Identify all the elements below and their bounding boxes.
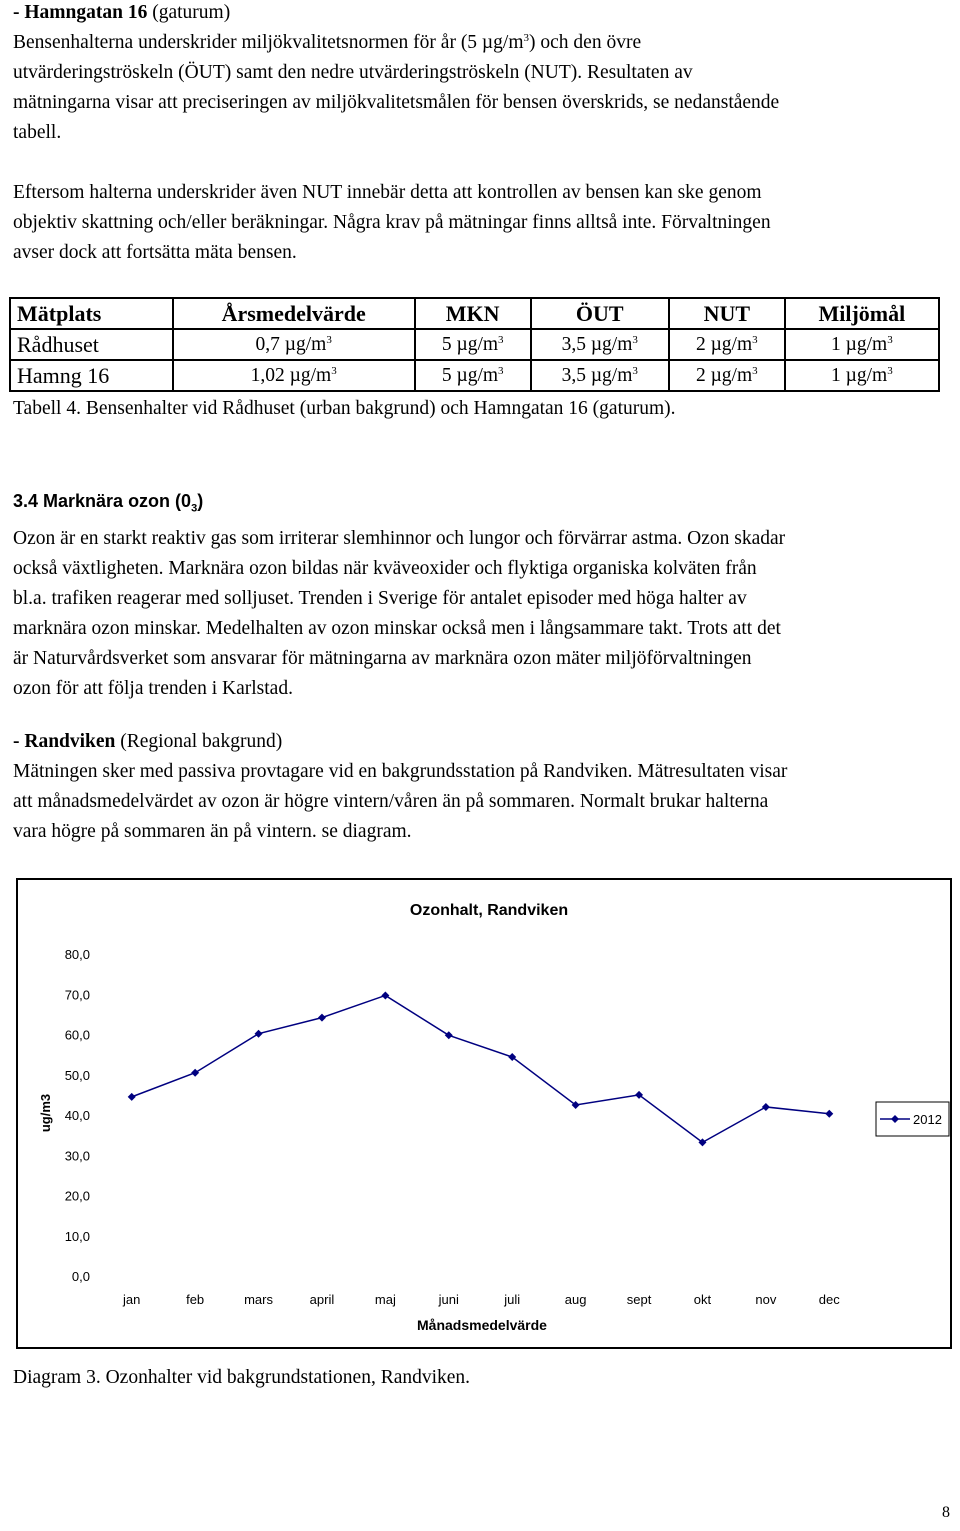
paragraph-line: Mätningen sker med passiva provtagare vid en bakgrundsstation på Randviken. Mätresultaten visar <box>13 761 788 782</box>
x-tick-label: juli <box>504 1292 521 1307</box>
hamngatan-heading: - Hamngatan 16 (gaturum) <box>13 2 231 23</box>
y-tick-label: 20,0 <box>64 1188 90 1204</box>
table-header: ÖUT <box>531 298 669 329</box>
table-cell: 2 $\mu g/m^3$ <box>669 360 785 391</box>
x-tick-label: maj <box>374 1292 396 1307</box>
paragraph-line: att månadsmedelvärdet av ozon är högre vintern/våren än på sommaren. Normalt brukar halterna <box>13 791 769 812</box>
table-header: Miljömål <box>785 298 939 329</box>
x-tick-label: dec <box>818 1292 840 1307</box>
table-cell: 5 $\mu g/m^3$ <box>415 329 531 360</box>
x-tick-label: juni <box>438 1292 459 1307</box>
y-tick-label: 70,0 <box>64 987 90 1003</box>
paragraph-line: utvärderingströskeln (ÖUT) samt den nedre utvärderingströskeln (NUT). Resultaten av <box>13 62 693 83</box>
table-cell: 3,5 $\mu g/m^3$ <box>531 360 669 391</box>
series-line <box>132 995 830 1142</box>
table-caption: Tabell 4. Bensenhalter vid Rådhuset (urban bakgrund) och Hamngatan 16 (gaturum). <box>13 398 676 419</box>
legend-marker <box>891 1115 899 1123</box>
table-cell: 2 $\mu g/m^3$ <box>669 329 785 360</box>
paragraph-line: mätningarna visar att preciseringen av miljökvalitetsmålen för bensen överskrids, se nedanstående <box>13 92 780 113</box>
paragraph-line: tabell. <box>13 122 62 143</box>
paragraph-line: avser dock att fortsätta mäta bensen. <box>13 242 297 263</box>
table-cell: 1 $\mu g/m^3$ <box>785 329 939 360</box>
x-tick-label: mars <box>244 1292 273 1307</box>
x-tick-label: jan <box>123 1292 141 1307</box>
y-tick-label: 50,0 <box>64 1067 90 1083</box>
table-header: MKN <box>415 298 531 329</box>
paragraph-line: objektiv skattning och/eller beräkningar. Några krav på mätningar finns alltså inte. Förvaltningen <box>13 212 771 233</box>
x-tick-label: okt <box>693 1292 712 1307</box>
paragraph-line: Ozon är en starkt reaktiv gas som irriterar slemhinnor och lungor och förvärrar astma. Ozon skadar <box>13 527 786 549</box>
data-point-marker <box>128 1093 136 1101</box>
chart-x-axis-label: Månadsmedelvärde <box>417 1317 547 1333</box>
table-row <box>10 360 939 391</box>
diagram-caption: Diagram 3. Ozonhalter vid bakgrundstationen, Randviken. <box>13 1367 471 1388</box>
x-tick-label: sept <box>626 1292 652 1307</box>
y-tick-label: 10,0 <box>64 1228 90 1244</box>
y-tick-label: 60,0 <box>64 1027 90 1043</box>
x-tick-label: aug <box>564 1292 587 1307</box>
data-point-marker <box>381 991 389 999</box>
randviken-heading: - Randviken (Regional bakgrund) <box>13 731 283 752</box>
y-tick-label: 0,0 <box>71 1269 90 1284</box>
y-tick-label: 40,0 <box>64 1108 90 1123</box>
table-cell: 1 $\mu g/m^3$ <box>785 360 939 391</box>
data-point-marker <box>762 1103 770 1111</box>
ozone-section <box>13 486 953 704</box>
table-cell: 3,5 $\mu g/m^3$ <box>531 329 669 360</box>
chart-y-axis-label: ug/m3 <box>38 1093 53 1133</box>
legend-label: 2012 <box>913 1112 942 1127</box>
page-number: 8 <box>942 1504 950 1521</box>
benzene-table <box>9 297 940 392</box>
randviken-section <box>13 727 953 847</box>
data-point-marker <box>255 1030 263 1038</box>
hamngatan-section <box>13 0 953 268</box>
y-tick-label: 80,0 <box>64 947 90 962</box>
paragraph-line: också växtligheten. Marknära ozon bildas när kväveoxider och flyktiga organiska kolväten från <box>13 557 757 579</box>
data-point-marker <box>318 1014 326 1022</box>
table-cell: 1,02 $\mu g/m^3$ <box>173 360 415 391</box>
x-tick-label: feb <box>186 1292 205 1307</box>
table-header: NUT <box>669 298 785 329</box>
table-cell-place: Hamng 16 <box>10 360 173 391</box>
chart-title: Ozonhalt, Randviken <box>409 902 569 919</box>
paragraph-line: ozon för att följa trenden i Karlstad. <box>13 677 293 699</box>
table-cell: 0,7 $\mu g/m^3$ <box>173 329 415 360</box>
table-cell-place: Rådhuset <box>10 329 173 360</box>
ozone-heading: 3.4 Marknära ozon $(0_3)$ <box>13 491 204 515</box>
table-header: Mätplats <box>10 298 173 329</box>
table-header-row <box>10 298 939 329</box>
paragraph-line: Eftersom halterna underskrider även NUT innebär detta att kontrollen av bensen kan ske genom <box>13 182 762 203</box>
data-point-marker <box>191 1069 199 1077</box>
paragraph-line: är Naturvårdsverket som ansvarar för mätningarna av marknära ozon mäter miljöförvaltningen <box>13 647 752 669</box>
table-row <box>10 329 939 360</box>
table-cell: 5 $\mu g/m^3$ <box>415 360 531 391</box>
paragraph-line: marknära ozon minskar. Medelhalten av ozon minskar också men i långsammare takt. Trots att det <box>13 617 781 639</box>
x-tick-label: april <box>309 1292 335 1307</box>
x-tick-label: nov <box>755 1292 777 1307</box>
data-point-marker <box>825 1110 833 1118</box>
data-point-marker <box>445 1031 453 1039</box>
paragraph-line: vara högre på sommaren än på vintern. se diagram. <box>13 821 412 842</box>
y-tick-label: 30,0 <box>64 1148 90 1164</box>
table-header: Årsmedelvärde <box>173 298 415 329</box>
paragraph-line: bl.a. trafiken reagerar med solljuset. Trenden i Sverige för antalet episoder med höga halter av <box>13 587 747 609</box>
ozone-line-chart <box>18 880 950 1347</box>
ozone-chart-frame <box>16 878 952 1349</box>
paragraph-line: Bensenhalterna underskrider miljökvalitetsnormen för år (5 $\mu g/m^3$) och den övre <box>13 32 642 53</box>
